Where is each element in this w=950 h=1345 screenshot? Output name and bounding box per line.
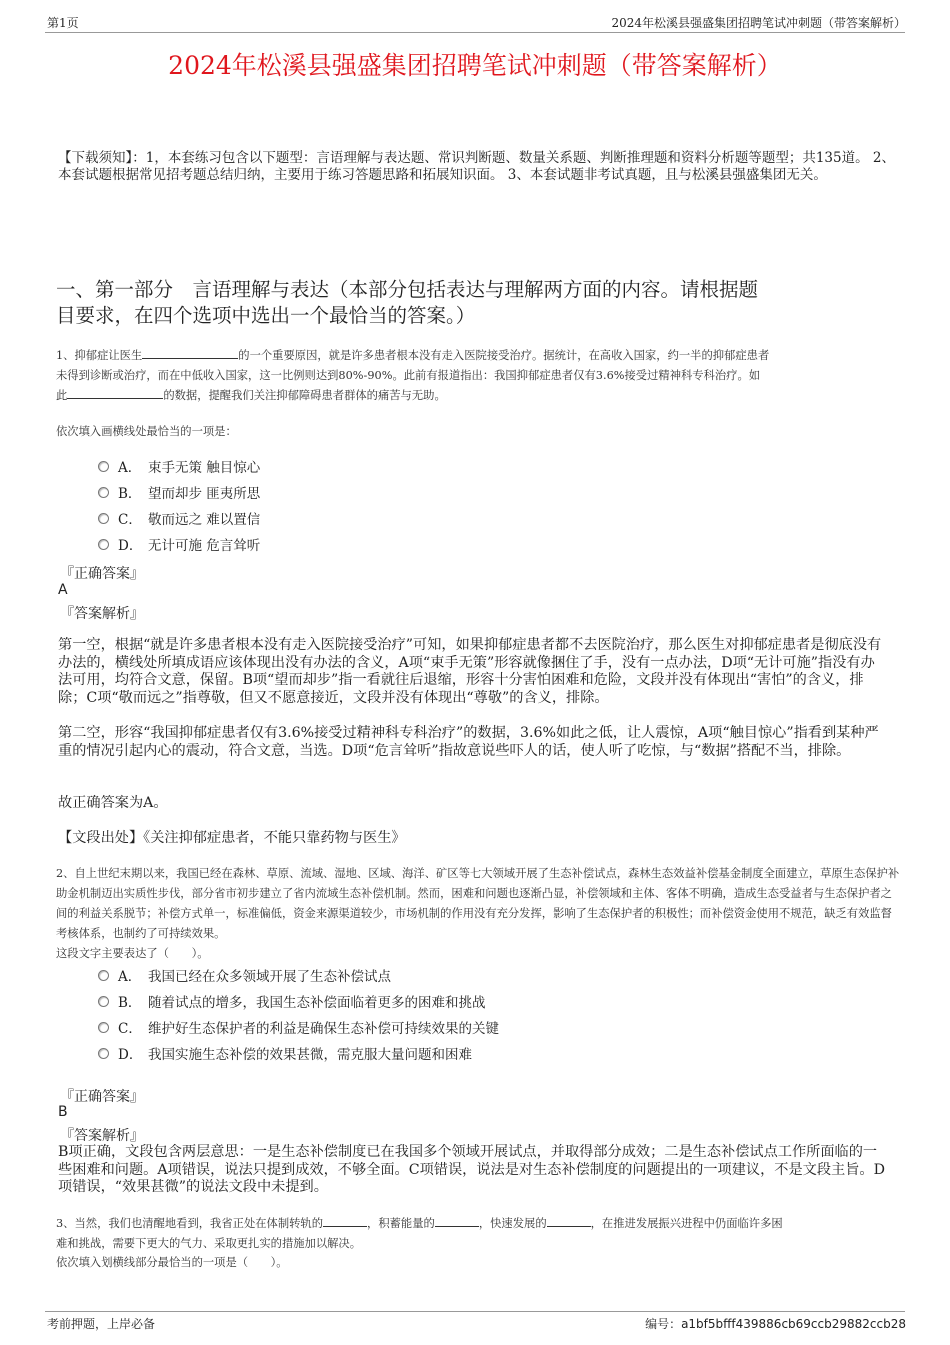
q1-answer: A bbox=[58, 582, 68, 598]
q3-blank-2 bbox=[435, 1217, 479, 1227]
q3-prompt: 依次填入划横线部分最恰当的一项是（ ）。 bbox=[56, 1256, 288, 1269]
radio-icon[interactable] bbox=[98, 1022, 109, 1033]
q2-prompt: 这段文字主要表达了（ ）。 bbox=[56, 947, 209, 960]
q1-source: 【文段出处】《关注抑郁症患者，不能只靠药物与医生》 bbox=[58, 830, 406, 846]
q1-option-d[interactable]: D． 无计可施 危言耸听 bbox=[98, 534, 260, 554]
q1-analysis-label: 『答案解析』 bbox=[60, 606, 144, 622]
radio-icon[interactable] bbox=[98, 996, 109, 1007]
radio-icon[interactable] bbox=[98, 539, 109, 550]
q3-blank-3 bbox=[547, 1217, 591, 1227]
radio-icon[interactable] bbox=[98, 970, 109, 981]
footer-serial: 编号：a1bf5bfff439886cb69ccb29882ccb28 bbox=[645, 1317, 906, 1331]
section-heading-line1: 一、第一部分 言语理解与表达（本部分包括表达与理解两方面的内容。请根据题 bbox=[56, 278, 759, 301]
document-title: 2024年松溪县强盛集团招聘笔试冲刺题（带答案解析） bbox=[168, 51, 782, 80]
q2-option-a[interactable]: A． 我国已经在众多领域开展了生态补偿试点 bbox=[98, 965, 391, 985]
q1-option-a[interactable]: A． 束手无策 触目惊心 bbox=[98, 456, 260, 476]
header-doc-title: 2024年松溪县强盛集团招聘笔试冲刺题（带答案解析） bbox=[611, 16, 906, 30]
q2-answer: B bbox=[58, 1104, 68, 1120]
q2-passage: 2、自上世纪末期以来，我国已经在森林、草原、流域、湿地、区域、海洋、矿区等七大领域开展了生态补偿试点，森林生态效益补偿基金制度全面建立，草原生态保护补助金机制迈出实质性步伐，部分省市初步建立了省内流域生态补偿机制。然而，困难和问题也逐渐凸显，补偿领域和主体、客体不明确，造成生态受益者与生态保护者之间的利益关系脱节；补偿方式单一，标准偏低，资金来源渠道较少，市场机制的作用没有充分发挥，影响了生态保护者的积极性；而补偿资金使用不规范，缺乏有效监督考核体系，也制约了可持续效果。 bbox=[56, 867, 900, 940]
radio-icon[interactable] bbox=[98, 513, 109, 524]
q3-text-line1: 3、当然，我们也清醒地看到，我省正处在体制转轨的 ，积蓄能量的 ，快速发展的 ，在推进发展振兴进程中仍面临许多困 bbox=[56, 1217, 783, 1230]
radio-icon[interactable] bbox=[98, 461, 109, 472]
q1-option-c[interactable]: C． 敬而远之 难以置信 bbox=[98, 508, 260, 528]
q3-text-line2: 难和挑战，需要下更大的气力、采取更扎实的措施加以解决。 bbox=[56, 1237, 362, 1250]
q1-option-b[interactable]: B． 望而却步 匪夷所思 bbox=[98, 482, 260, 502]
q2-option-c[interactable]: C． 维护好生态保护者的利益是确保生态补偿可持续效果的关键 bbox=[98, 1017, 499, 1037]
footer-divider bbox=[45, 1311, 905, 1312]
section-heading-line2: 目要求，在四个选项中选出一个最恰当的答案。） bbox=[56, 304, 476, 327]
footer-slogan: 考前押题，上岸必备 bbox=[47, 1317, 156, 1331]
q1-answer-label: 『正确答案』 bbox=[60, 566, 144, 582]
q1-text-line2: 未得到诊断或治疗，而在中低收入国家，这一比例则达到80%-90%。此前有报道指出：我国抑郁症患者仅有3.6%接受过精神科专科治疗。如 bbox=[56, 369, 761, 382]
q1-text-line3: 此 的数据，提醒我们关注抑郁障碍患者群体的痛苦与无助。 bbox=[56, 389, 446, 402]
q3-blank-1 bbox=[323, 1217, 367, 1227]
q1-analysis-p1: 第一空，根据“就是许多患者根本没有走入医院接受治疗”可知，如果抑郁症患者都不去医院治疗，那么医生对抑郁症患者是彻底没有办法的，横线处所填成语应该体现出没有办法的含义，A项“束手无策”形容就像捆住了手，没有一点办法，D项“无计可施”指没有办法可用，均符合文意，保留。B项“望而却步”指一看就往后退缩，形容十分害怕困难和危险，文段并没有体现出“害怕”的含义，排除；C项“敬而远之”指尊敬，但又不愿意接近，文段并没有体现出“尊敬”的含义，排除。 bbox=[58, 637, 882, 706]
q1-blank-1 bbox=[142, 348, 238, 359]
header-divider bbox=[45, 32, 905, 33]
download-notice: 【下载须知】：1，本套练习包含以下题型：言语理解与表达题、常识判断题、数量关系题、判断推理题和资料分析题等题型；共135道。 2、本套试题根据常见招考题总结归纳，主要用于练习答题思路和拓展知识面。 3、本套试题非考试真题，且与松溪县强盛集团无关。 bbox=[58, 150, 895, 183]
q1-analysis-p2: 第二空，形容“我国抑郁症患者仅有3.6%接受过精神科专科治疗”的数据，3.6%如此之低，让人震惊，A项“触目惊心”指看到某种严重的情况引起内心的震动，符合文意，当选。D项“危言耸听”指故意说些吓人的话，使人听了吃惊，与“数据”搭配不当，排除。 bbox=[58, 725, 879, 759]
q2-answer-label: 『正确答案』 bbox=[60, 1089, 144, 1105]
radio-icon[interactable] bbox=[98, 487, 109, 498]
q1-analysis-conclusion: 故正确答案为A。 bbox=[58, 795, 168, 811]
q2-option-b[interactable]: B． 随着试点的增多，我国生态补偿面临着更多的困难和挑战 bbox=[98, 991, 486, 1011]
page-number: 第1页 bbox=[47, 16, 79, 30]
radio-icon[interactable] bbox=[98, 1048, 109, 1059]
q1-text-line1: 1、抑郁症让医生 的一个重要原因，就是许多患者根本没有走入医院接受治疗。据统计，在高收入国家，约一半的抑郁症患者 bbox=[56, 349, 770, 362]
q1-prompt: 依次填入画横线处最恰当的一项是： bbox=[56, 425, 237, 438]
q1-blank-2 bbox=[67, 388, 163, 399]
q2-option-d[interactable]: D． 我国实施生态补偿的效果甚微，需克服大量问题和困难 bbox=[98, 1043, 472, 1063]
q2-analysis-label: 『答案解析』 bbox=[60, 1128, 144, 1144]
q2-analysis: B项正确，文段包含两层意思：一是生态补偿制度已在我国多个领域开展试点，并取得部分成效；二是生态补偿试点工作所面临的一些困难和问题。A项错误，说法只提到成效，不够全面。C项错误，说法是对生态补偿制度的问题提出的一项建议，不是文段主旨。D项错误，“效果甚微”的说法文段中未提到。 bbox=[58, 1144, 885, 1195]
